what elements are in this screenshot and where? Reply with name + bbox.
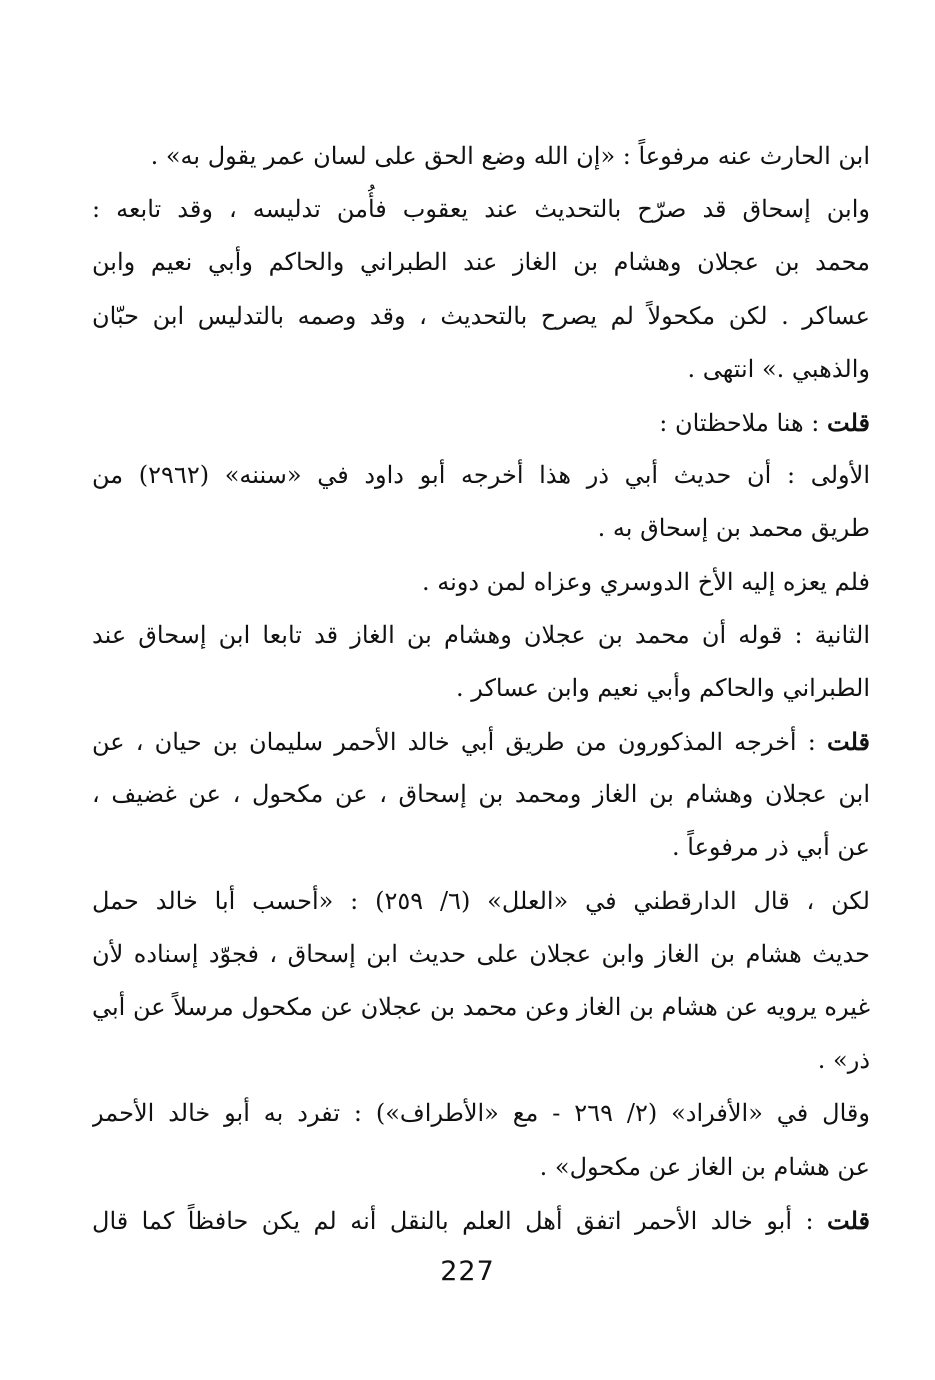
text-line: قلت : أخرجه المذكورون من طريق أبي خالد الأحمر سليمان بن حيان ، عن bbox=[92, 727, 870, 757]
text-line: حديث هشام بن الغاز وابن عجلان على حديث ابن إسحاق ، فجوّد إسناده لأن bbox=[92, 939, 870, 968]
text-line: ابن عجلان وهشام بن الغاز ومحمد بن إسحاق ، عن مكحول ، عن غضيف ، bbox=[92, 780, 870, 809]
text-line: عن هشام بن الغاز عن مكحول» . bbox=[539, 1152, 870, 1181]
qultu-label: قلت bbox=[827, 1205, 870, 1235]
text-line: ذر» . bbox=[817, 1046, 870, 1075]
text-line: الأولى : أن حديث أبي ذر هذا أخرجه أبو داود في «سننه» (٢٩٦٢) من bbox=[92, 461, 870, 490]
text-line: محمد بن عجلان وهشام بن الغاز عند الطبراني والحاكم وأبي نعيم وابن bbox=[92, 248, 870, 277]
text-line: فلم يعزه إليه الأخ الدوسري وعزاه لمن دونه . bbox=[421, 567, 870, 596]
text-line: وابن إسحاق قد صرّح بالتحديث عند يعقوب فأُمن تدليسه ، وقد تابعه : bbox=[92, 195, 870, 224]
text-line: الطبراني والحاكم وأبي نعيم وابن عساكر . bbox=[455, 673, 870, 702]
text-line: ابن الحارث عنه مرفوعاً : «إن الله وضع الحق على لسان عمر يقول به» . bbox=[150, 142, 870, 170]
page-number: 227 bbox=[440, 1256, 495, 1287]
text-line: عساكر . لكن مكحولاً لم يصرح بالتحديث ، وقد وصمه بالتدليس ابن حبّان bbox=[92, 301, 870, 330]
qultu-label: قلت bbox=[827, 727, 870, 757]
qultu-label: قلت bbox=[827, 407, 870, 437]
text-line: غيره يرويه عن هشام بن الغاز وعن محمد بن عجلان عن مكحول مرسلاً عن أبي bbox=[92, 993, 870, 1021]
text-line: طريق محمد بن إسحاق به . bbox=[597, 514, 870, 543]
text-line: والذهبي .» انتهى . bbox=[687, 354, 870, 383]
text-line: الثانية : قوله أن محمد بن عجلان وهشام بن الغاز قد تابعا ابن إسحاق عند bbox=[92, 620, 870, 649]
text-line: وقال في «الأفراد» (٢/ ٢٦٩ - مع «الأطراف») : تفرد به أبو خالد الأحمر bbox=[92, 1099, 870, 1128]
body-text bbox=[92, 130, 870, 1247]
text-line: قلت : هنا ملاحظتان : bbox=[659, 407, 870, 437]
text-line: عن أبي ذر مرفوعاً . bbox=[672, 833, 870, 862]
text-line: قلت : أبو خالد الأحمر اتفق أهل العلم بالنقل أنه لم يكن حافظاً كما قال bbox=[92, 1205, 870, 1235]
text-line: لكن ، قال الدارقطني في «العلل» (٦/ ٢٥٩) : «أحسب أبا خالد حمل bbox=[92, 886, 870, 915]
